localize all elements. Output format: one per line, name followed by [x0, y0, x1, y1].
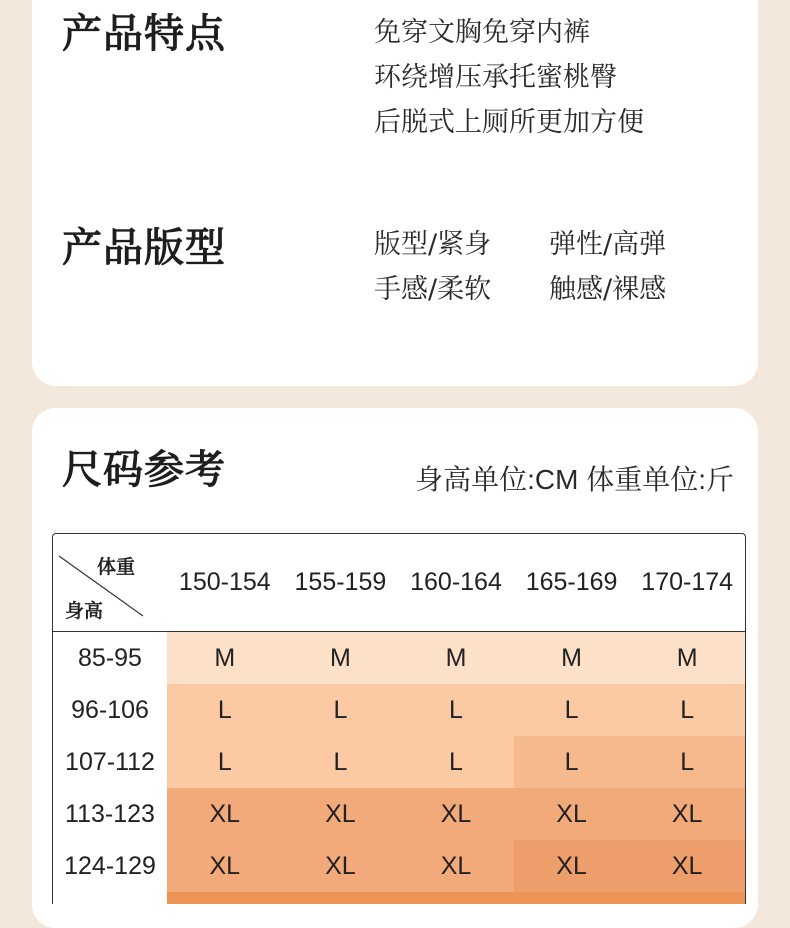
size-cell: L — [283, 736, 399, 788]
table-corner-cell — [53, 534, 167, 631]
size-cell: L — [629, 736, 745, 788]
features-list — [374, 10, 644, 145]
size-cell: XL — [167, 788, 283, 840]
size-chart-table — [52, 533, 746, 904]
size-cell: L — [514, 736, 630, 788]
weight-column-header: 170-174 — [641, 568, 734, 596]
size-title: 尺码参考 — [62, 447, 226, 493]
size-cell: XL — [629, 840, 745, 892]
height-range-cell: 113-123 — [53, 788, 167, 840]
height-range-cell: 96-106 — [53, 684, 167, 736]
weight-column-header: 160-164 — [410, 568, 502, 596]
fit-attribute: 版型/紧身 — [374, 229, 492, 260]
table-row — [53, 736, 745, 788]
size-cell: M — [283, 632, 399, 684]
weight-column-header: 165-169 — [525, 568, 618, 596]
height-range-cell-cutoff — [53, 892, 167, 904]
table-row — [53, 840, 745, 892]
size-cell: XL — [514, 788, 630, 840]
size-cell: XL — [629, 788, 745, 840]
size-cell: L — [167, 684, 283, 736]
feature-line: 后脱式上厕所更加方便 — [374, 107, 644, 138]
size-cell: L — [283, 684, 399, 736]
corner-height-label: 身高 — [65, 600, 104, 622]
size-cell: XL — [167, 840, 283, 892]
table-row — [53, 684, 745, 736]
height-range-cell: 107-112 — [53, 736, 167, 788]
size-cell: L — [167, 736, 283, 788]
size-cell: M — [514, 632, 630, 684]
size-cell: XL — [283, 788, 399, 840]
size-cell: M — [167, 632, 283, 684]
size-cell: L — [629, 684, 745, 736]
size-cell: L — [514, 684, 630, 736]
table-row-cutoff — [53, 892, 745, 904]
size-cell: XL — [283, 840, 399, 892]
unit-note: 身高单位:CM 体重单位:斤 — [415, 464, 734, 495]
size-cell: XL — [398, 840, 514, 892]
corner-weight-label: 体重 — [97, 556, 136, 578]
fit-attribute: 触感/裸感 — [549, 274, 667, 305]
features-title: 产品特点 — [62, 11, 226, 57]
size-cell: XL — [398, 788, 514, 840]
size-cell: M — [398, 632, 514, 684]
table-row — [53, 632, 745, 684]
fit-attribute: 弹性/高弹 — [549, 229, 667, 260]
fit-title: 产品版型 — [62, 225, 226, 271]
size-cell: M — [629, 632, 745, 684]
fit-attribute: 手感/柔软 — [374, 274, 492, 305]
feature-line: 环绕增压承托蜜桃臀 — [374, 62, 617, 93]
weight-column-header: 155-159 — [294, 568, 387, 596]
fit-attributes — [374, 222, 699, 312]
weight-column-header: 150-154 — [178, 568, 271, 596]
size-cell: XL — [514, 840, 630, 892]
table-row — [53, 788, 745, 840]
height-range-cell: 85-95 — [53, 632, 167, 684]
size-cell-cutoff — [167, 892, 745, 904]
height-range-cell: 124-129 — [53, 840, 167, 892]
size-cell: L — [398, 684, 514, 736]
table-header-row — [53, 534, 745, 632]
size-cell: L — [398, 736, 514, 788]
feature-line: 免穿文胸免穿内裤 — [374, 17, 590, 48]
